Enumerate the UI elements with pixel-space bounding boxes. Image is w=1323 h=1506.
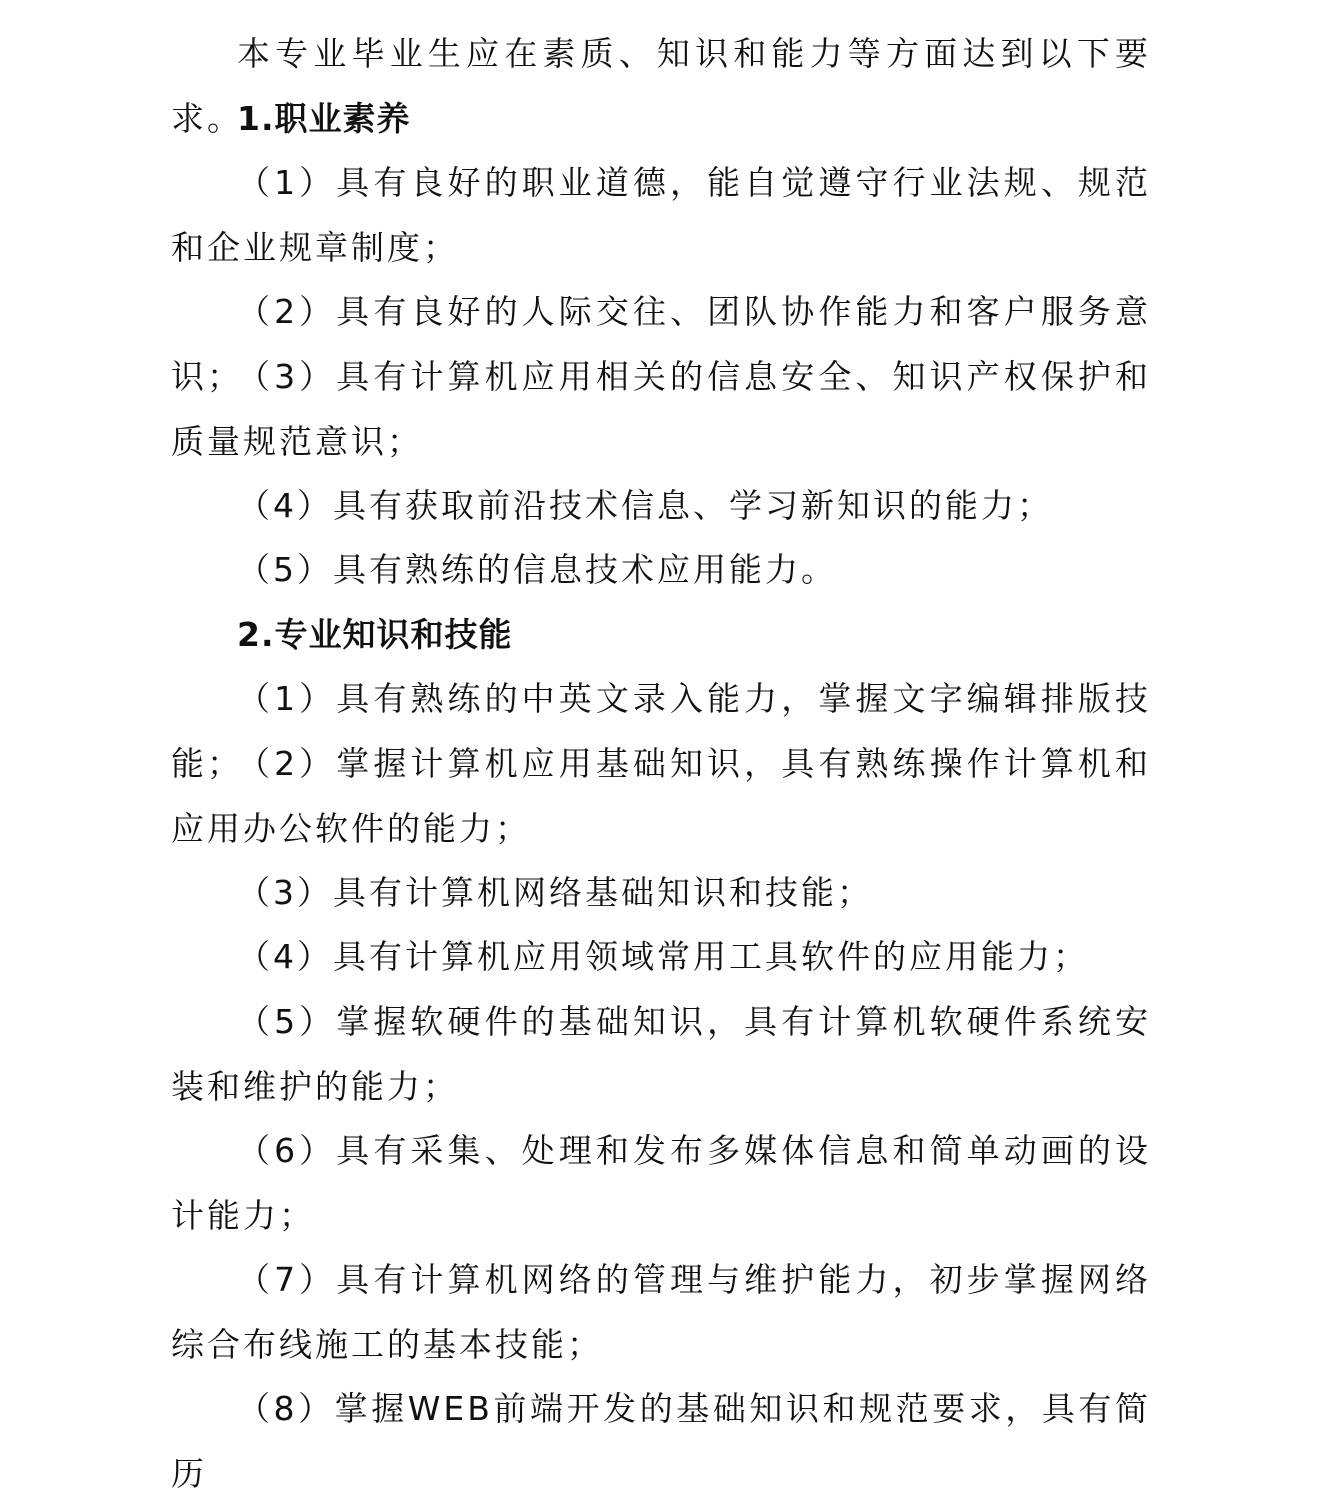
quality-item-1: （1）具有良好的职业道德，能自觉遵守行业法规、规范和企业规章制度； (171, 163, 1151, 267)
quality-item-3: （3）具有计算机应用相关的信息安全、知识产权保护和质量规范意识； (171, 357, 1151, 461)
quality-item-4: （4）具有获取前沿技术信息、学习新知识的能力； (237, 486, 1053, 525)
section-heading-professional-quality: 1.职业素养 (237, 99, 411, 138)
skill-item-7: （7）具有计算机网络的管理与维护能力，初步掌握网络综合布线施工的基本技能； (171, 1260, 1151, 1364)
skill-item-6: （6）具有采集、处理和发布多媒体信息和简单动画的设计能力； (171, 1131, 1151, 1235)
skill-item-2: （2）掌握计算机应用基础知识，具有熟练操作计算机和应用办公软件的能力； (171, 744, 1151, 848)
intro-paragraph: 本专业毕业生应在素质、知识和能力等方面达到以下要求。 (171, 34, 1151, 138)
skill-item-1: （1）具有熟练的中英文录入能力，掌握文字编辑排版技能； (171, 679, 1151, 783)
skill-item-8: （8）掌握WEB前端开发的基础知识和规范要求，具有简历 (171, 1389, 1151, 1493)
quality-item-2: （2）具有良好的人际交往、团队协作能力和客户服务意识； (171, 292, 1151, 396)
skill-item-5: （5）掌握软硬件的基础知识，具有计算机软硬件系统安装和维护的能力； (171, 1002, 1151, 1106)
section-heading-knowledge-skills: 2.专业知识和技能 (237, 615, 513, 654)
skill-item-4: （4）具有计算机应用领域常用工具软件的应用能力； (237, 937, 1089, 976)
quality-item-5: （5）具有熟练的信息技术应用能力。 (237, 550, 837, 589)
skill-item-3: （3）具有计算机网络基础知识和技能； (237, 873, 873, 912)
